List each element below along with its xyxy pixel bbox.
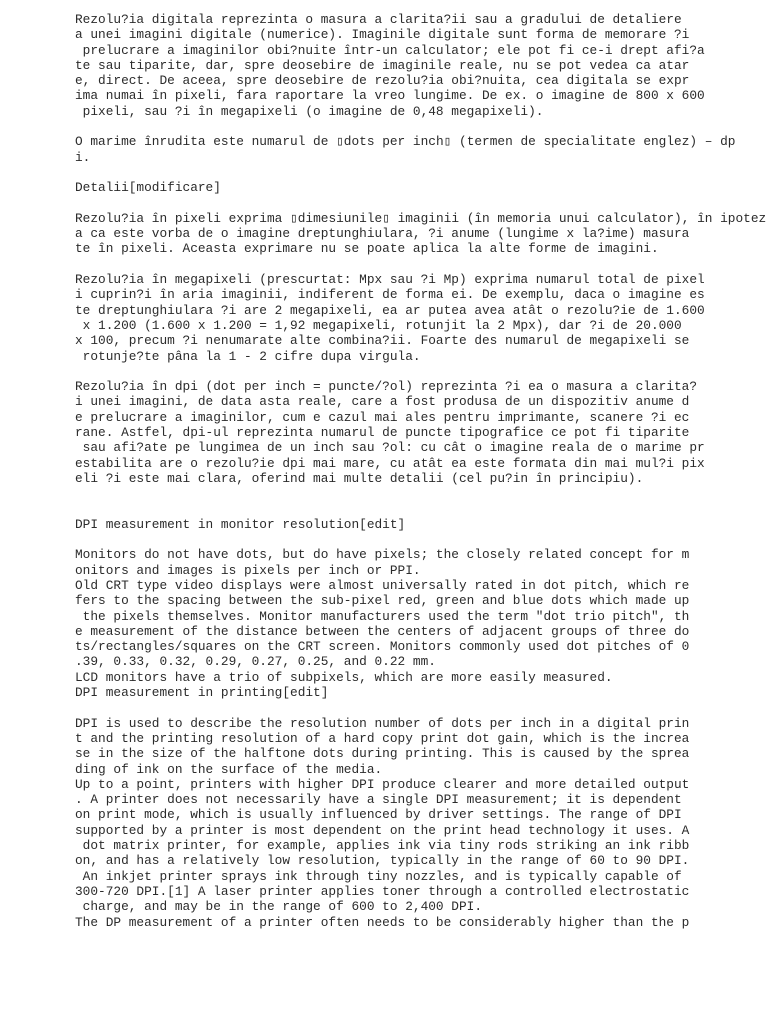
text-line: ima numai în pixeli, fara raportare la vreo lungime. De ex. o imagine de 800 x 600 bbox=[75, 88, 705, 104]
paragraph-gap bbox=[75, 486, 765, 517]
text-line: dot matrix printer, for example, applies ink via tiny rods striking an ink ribb bbox=[75, 838, 690, 854]
section-heading-details: Detalii[modificare] bbox=[75, 180, 221, 196]
text-line: ts/rectangles/squares on the CRT screen. Monitors commonly used dot pitches of 0 bbox=[75, 639, 690, 655]
text-line: An inkjet printer sprays ink through tiny nozzles, and is typically capable of bbox=[75, 868, 682, 884]
paragraph-gap bbox=[75, 196, 765, 211]
text-line: O marime înrudita este numarul de ▯dots per inch▯ (termen de specialitate englez) – dp bbox=[75, 134, 736, 150]
text-line: Up to a point, printers with higher DPI produce clearer and more detailed output bbox=[75, 776, 690, 792]
text-line: eli ?i este mai clara, oferind mai multe detalii (cel pu?in în principiu). bbox=[75, 470, 644, 486]
text-line: t and the printing resolution of a hard copy print dot gain, which is the increa bbox=[75, 730, 690, 746]
text-line: e, direct. De aceea, spre deosebire de rezolu?ia obi?nuita, cea digitala se expr bbox=[75, 73, 690, 89]
text-line: e measurement of the distance between the centers of adjacent groups of three do bbox=[75, 623, 690, 639]
text-line: Monitors do not have dots, but do have pixels; the closely related concept for m bbox=[75, 547, 690, 563]
text-line: LCD monitors have a trio of subpixels, which are more easily measured. bbox=[75, 669, 613, 685]
paragraph-gap bbox=[75, 257, 765, 272]
text-line: fers to the spacing between the sub-pixel red, green and blue dots which made up bbox=[75, 593, 690, 609]
text-line: Rezolu?ia digitala reprezinta o masura a clarita?ii sau a gradului de detaliere bbox=[75, 12, 682, 27]
section-heading-dpi-printing: DPI measurement in printing[edit] bbox=[75, 685, 329, 701]
text-line: te sau tiparite, dar, spre deosebire de imaginile reale, nu se pot vedea ca atar bbox=[75, 57, 690, 73]
text-line: DPI is used to describe the resolution number of dots per inch in a digital prin bbox=[75, 715, 690, 731]
text-line: se in the size of the halftone dots during printing. This is caused by the sprea bbox=[75, 746, 690, 762]
text-line: The DP measurement of a printer often needs to be considerably higher than the p bbox=[75, 914, 690, 930]
text-line: 300-720 DPI.[1] A laser printer applies toner through a controlled electrostatic bbox=[75, 883, 690, 899]
paragraph-ro-pixels bbox=[75, 211, 765, 257]
paragraph-gap bbox=[75, 532, 765, 547]
text-line: i unei imagini, de data asta reale, care a fost produsa de un dispozitiv anume d bbox=[75, 394, 690, 410]
text-line: on print mode, which is usually influenced by driver settings. The range of DPI bbox=[75, 807, 682, 823]
document-page bbox=[75, 12, 765, 930]
text-line: .39, 0.33, 0.32, 0.29, 0.27, 0.25, and 0.22 mm. bbox=[75, 654, 436, 670]
text-line: . A printer does not necessarily have a single DPI measurement; it is dependent bbox=[75, 792, 682, 808]
paragraph-gap bbox=[75, 364, 765, 379]
text-line: te în pixeli. Aceasta exprimare nu se poate aplica la alte forme de imagini. bbox=[75, 241, 659, 257]
text-line: ding of ink on the surface of the media. bbox=[75, 761, 383, 777]
text-line: on, and has a relatively low resolution, typically in the range of 60 to 90 DPI. bbox=[75, 853, 690, 869]
text-line: Old CRT type video displays were almost universally rated in dot pitch, which re bbox=[75, 577, 690, 593]
text-line: e prelucrare a imaginilor, cum e cazul mai ales pentru imprimante, scanere ?i ec bbox=[75, 409, 690, 425]
text-line: Rezolu?ia în pixeli exprima ▯dimesiunile▯ imaginii (în memoria unui calculator), în ipotez bbox=[75, 210, 767, 226]
text-line: x 100, precum ?i nenumarate alte combina?ii. Foarte des numarul de megapixeli se bbox=[75, 333, 690, 349]
section-heading-dpi-monitor: DPI measurement in monitor resolution[edit] bbox=[75, 516, 406, 532]
text-line: a unei imagini digitale (numerice). Imaginile digitale sunt forma de memorare ?i bbox=[75, 27, 690, 43]
text-line: estabilita are o rezolu?ie dpi mai mare, cu atât ea este formata din mai mul?i pix bbox=[75, 455, 705, 471]
paragraph-gap bbox=[75, 700, 765, 715]
text-line: sau afi?ate pe lungimea de un inch sau ?ol: cu cât o imagine reala de o marime pr bbox=[75, 440, 705, 456]
text-line: i cuprin?i în aria imaginii, indiferent de forma ei. De exemplu, daca o imagine es bbox=[75, 287, 705, 303]
text-line: the pixels themselves. Monitor manufacturers used the term "dot trio pitch", th bbox=[75, 608, 690, 624]
text-line: i. bbox=[75, 149, 91, 165]
text-line: pixeli, sau ?i în megapixeli (o imagine de 0,48 megapixeli). bbox=[75, 103, 544, 119]
paragraph-ro-intro bbox=[75, 12, 765, 119]
text-line: Rezolu?ia în dpi (dot per inch = puncte/?ol) reprezinta ?i ea o masura a clarita? bbox=[75, 379, 698, 395]
paragraph-ro-dpi-intro bbox=[75, 134, 765, 165]
text-line: Rezolu?ia în megapixeli (prescurtat: Mpx sau ?i Mp) exprima numarul total de pixel bbox=[75, 272, 705, 288]
paragraph-gap bbox=[75, 165, 765, 180]
paragraph-en-monitor bbox=[75, 547, 765, 700]
text-line: supported by a printer is most dependent on the print head technology it uses. A bbox=[75, 822, 690, 838]
paragraph-en-printing bbox=[75, 716, 765, 930]
paragraph-gap bbox=[75, 119, 765, 134]
text-line: charge, and may be in the range of 600 to 2,400 DPI. bbox=[75, 899, 483, 915]
text-line: prelucrare a imaginilor obi?nuite într-un calculator; ele pot fi ce-i drept afi?a bbox=[75, 42, 705, 58]
paragraph-ro-megapixels bbox=[75, 272, 765, 364]
text-line: te dreptunghiulara ?i are 2 megapixeli, ea ar putea avea atât o rezolu?ie de 1.600 bbox=[75, 302, 705, 318]
text-line: rane. Astfel, dpi-ul reprezinta numarul de puncte tipografice ce pot fi tiparite bbox=[75, 425, 690, 441]
text-line: x 1.200 (1.600 x 1.200 = 1,92 megapixeli, rotunjit la 2 Mpx), dar ?i de 20.000 bbox=[75, 317, 682, 333]
text-line: onitors and images is pixels per inch or PPI. bbox=[75, 562, 421, 578]
paragraph-ro-dpi bbox=[75, 379, 765, 486]
text-line: a ca este vorba de o imagine dreptunghiulara, ?i anume (lungime x la?ime) masura bbox=[75, 226, 690, 242]
text-line: rotunje?te pâna la 1 - 2 cifre dupa virgula. bbox=[75, 348, 421, 364]
